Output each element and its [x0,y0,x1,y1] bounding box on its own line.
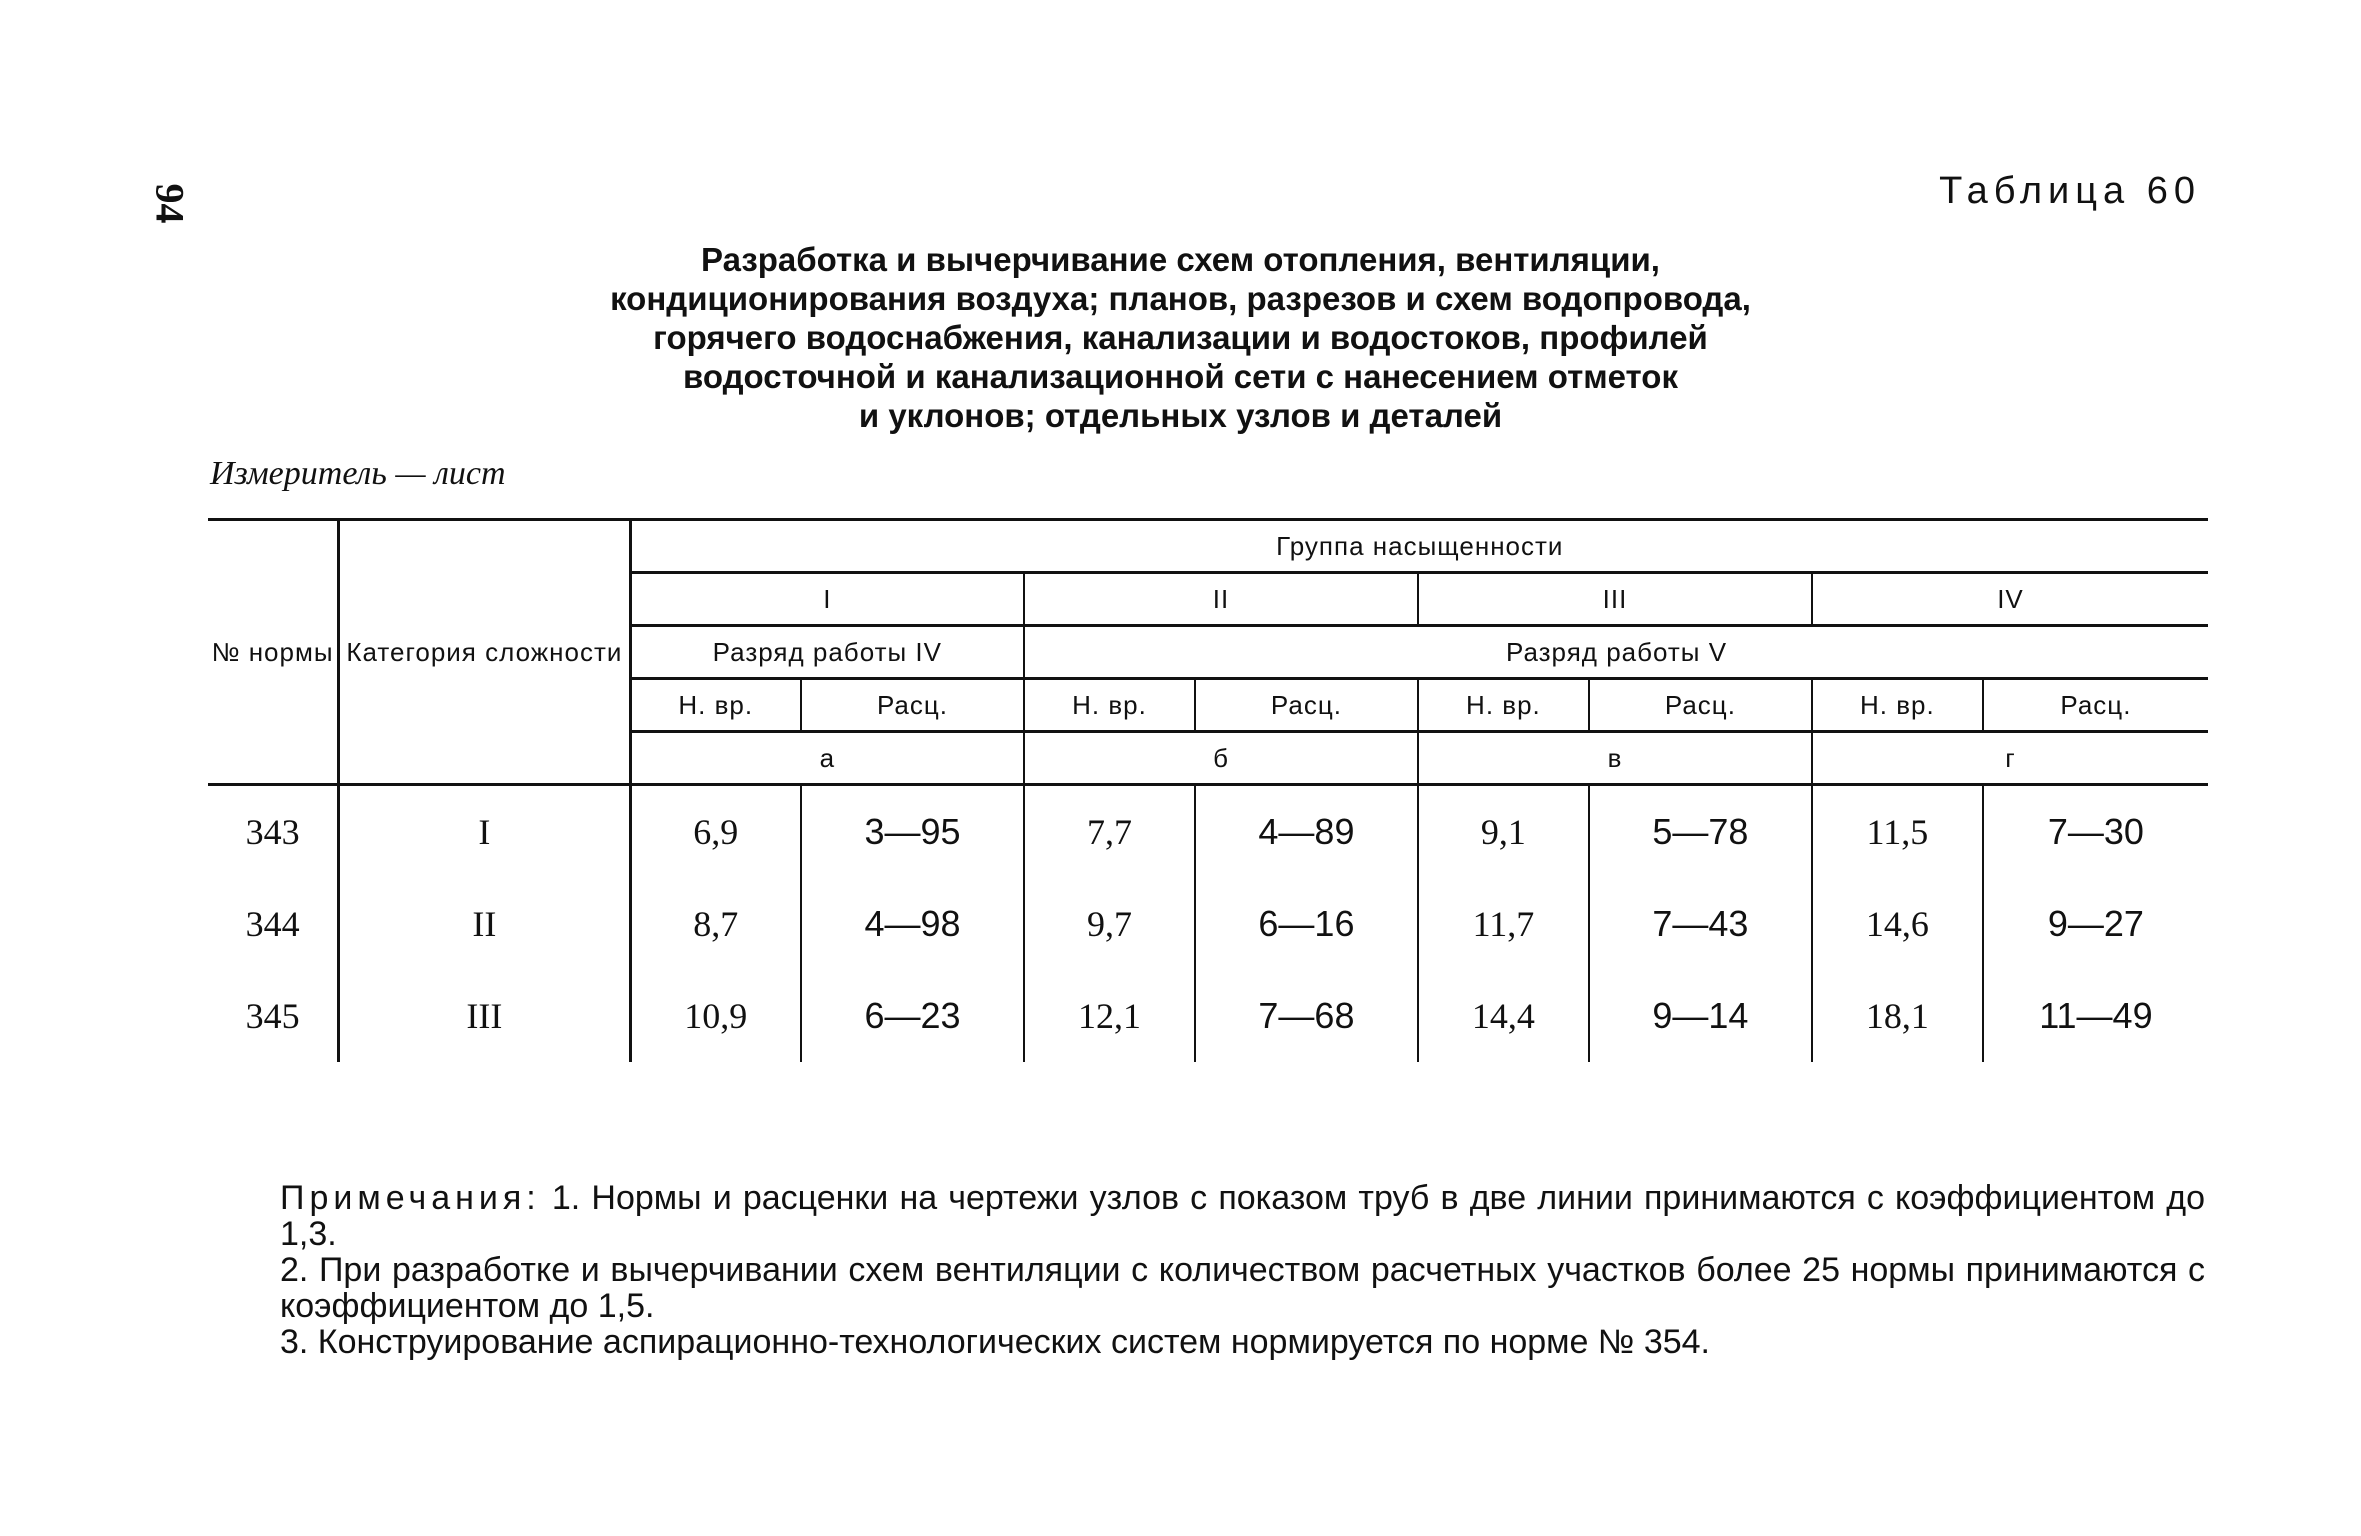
rate-value: 4—98 [801,878,1024,970]
time-value: 18,1 [1812,970,1983,1062]
title-line: кондиционирования воздуха; планов, разрезов и схем водопровода, [610,280,1751,317]
category: II [339,878,630,970]
header-letter: а [630,732,1024,785]
header-rate: Расц. [801,679,1024,732]
rate-value: 7—68 [1195,970,1418,1062]
time-value: 11,7 [1418,878,1589,970]
header-time: Н. вр. [1812,679,1983,732]
notes [280,1180,2205,1360]
rate-value: 7—30 [1983,785,2208,879]
header-grade: Разряд работы IV [630,626,1024,679]
time-value: 12,1 [1024,970,1195,1062]
note-1 [280,1180,2205,1252]
category: I [339,785,630,879]
table-row [208,878,2208,970]
rate-value: 9—14 [1589,970,1812,1062]
page-number: 94 [147,183,193,224]
norm-number: 344 [245,904,300,944]
header-rate: Расц. [1983,679,2208,732]
title-line: Разработка и вычерчивание схем отопления, вентиляции, [701,241,1660,278]
time-value: 6,9 [630,785,801,879]
note-1-text: 1. Нормы и расценки на чертежи узлов с показом труб в две линии принимаются с коэффициентом до 1,3. [280,1179,2205,1253]
time-value: 7,7 [1024,785,1195,879]
header-time: Н. вр. [1418,679,1589,732]
measure-unit: Измеритель — лист [210,455,506,492]
title-line: горячего водоснабжения, канализации и водостоков, профилей [653,319,1708,356]
title-line: и уклонов; отдельных узлов и деталей [858,397,1503,434]
header-time: Н. вр. [630,679,801,732]
header-rate: Расц. [1195,679,1418,732]
time-value: 11,5 [1812,785,1983,879]
rate-value: 11—49 [1983,970,2208,1062]
header-group: IV [1812,573,2208,626]
rate-value: 6—23 [801,970,1024,1062]
header-rate: Расц. [1589,679,1812,732]
header-group: I [630,573,1024,626]
title-line: водосточной и канализационной сети с нанесением отметок [683,358,1678,395]
notes-lead: Примечания: [280,1179,541,1217]
time-value: 8,7 [630,878,801,970]
rate-value: 5—78 [1589,785,1812,879]
rate-value: 3—95 [801,785,1024,879]
time-value: 9,1 [1418,785,1589,879]
rate-value: 7—43 [1589,878,1812,970]
table-label: Таблица 60 [1939,170,2201,212]
time-value: 10,9 [630,970,801,1062]
time-value: 14,6 [1812,878,1983,970]
note-2: 2. При разработке и вычерчивании схем вентиляции с количеством расчетных участков более 25 нормы принимаются с коэффициентом до 1,5. [280,1251,2205,1325]
norms-table [208,518,2208,1062]
header-group: II [1024,573,1418,626]
header-letter: г [1812,732,2208,785]
header-letter: в [1418,732,1812,785]
category: III [339,970,630,1062]
norm-number: 345 [245,996,300,1036]
note-3: 3. Конструирование аспирационно-технологических систем нормируется по норме № 354. [280,1323,1710,1361]
header-category: Категория сложности [339,520,630,785]
table-row [208,785,2208,879]
table-title [0,240,2361,435]
header-norm-number: № нормы [208,520,339,785]
header-letter: б [1024,732,1418,785]
time-value: 14,4 [1418,970,1589,1062]
header-saturation-group: Группа насыщенности [630,520,2208,573]
header-grade: Разряд работы V [1024,626,2208,679]
norm-number: 343 [245,812,300,852]
table-row [208,970,2208,1062]
header-time: Н. вр. [1024,679,1195,732]
time-value: 9,7 [1024,878,1195,970]
header-group: III [1418,573,1812,626]
rate-value: 6—16 [1195,878,1418,970]
rate-value: 4—89 [1195,785,1418,879]
rate-value: 9—27 [1983,878,2208,970]
